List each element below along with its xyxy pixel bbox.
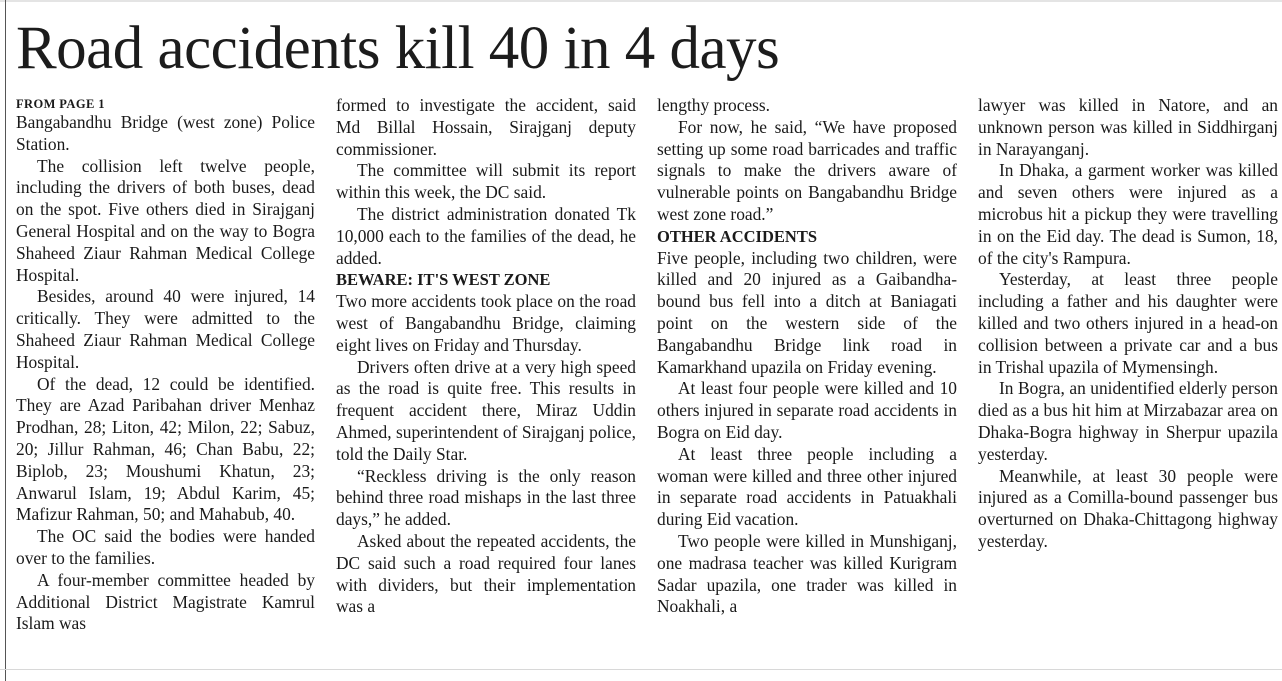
paragraph: Yesterday, at least three people including a father and his daughter were killed and two others injured in a head-on collision between a private car and a bus in Trishal upazila of Mymensingh. (978, 269, 1278, 377)
subheading: BEWARE: IT'S WEST ZONE (336, 270, 551, 290)
paragraph: lawyer was killed in Natore, and an unknown person was killed in Siddhirganj in Narayanganj. (978, 95, 1278, 159)
paragraph: Bangabandhu Bridge (west zone) Police Station. (16, 112, 315, 154)
paragraph: Meanwhile, at least 30 people were injured as a Comilla-bound passenger bus overturned on Dhaka-Chittagong highway yesterday. (978, 465, 1278, 551)
paragraph: lengthy process. (657, 95, 771, 115)
subheading: OTHER ACCIDENTS (657, 226, 817, 246)
paragraph: In Dhaka, a garment worker was killed and seven others were injured as a microbus hit a pickup they were travelling in on the Eid day. The dead is Sumon, 18, of the city's Rampura. (978, 160, 1278, 268)
paragraph: At least four people were killed and 10 others injured in separate road accidents in Bogra on Eid day. (657, 378, 957, 442)
paragraph: The district administration donated Tk 10,000 each to the families of the dead, he added. (336, 203, 636, 268)
paragraph: formed to investigate the accident, said Md Billal Hossain, Sirajganj deputy commissioner. (336, 95, 636, 159)
paragraph: Of the dead, 12 could be identified. They are Azad Paribahan driver Menhaz Prodhan, 28; Liton, 42; Milon, 22; Sabuz, 20; Jillur Rahman, 46; Chan Babu, 22; Biplob, 23; Moushumi Khatun, 23; Anwarul Islam, 19; Abdul Karim, 45; Mafizur Rahman, 50; and Mahabub, 40. (16, 373, 315, 525)
top-rule (0, 0, 1282, 2)
article-column-2 (336, 95, 636, 667)
paragraph: In Bogra, an unidentified elderly person died as a bus hit him at Mirzabazar area on Dhaka-Bogra highway in Sherpur upazila yesterday. (978, 378, 1278, 464)
paragraph: Asked about the repeated accidents, the DC said such a road required four lanes with dividers, but their implementation was a (336, 530, 636, 617)
paragraph: For now, he said, “We have proposed setting up some road barricades and traffic signals to make the drivers aware of vulnerable points on Bangabandhu Bridge west zone road.” (657, 116, 957, 224)
paragraph: The OC said the bodies were handed over to the families. (16, 526, 315, 568)
paragraph: Five people, including two children, were killed and 20 injured as a Gaibandha-bound bus fell into a ditch at Baniagati point on the western side of the Bangabandhu Bridge link road in Kamarkhand upazila on Friday evening. (657, 247, 957, 377)
article-column-3 (657, 95, 957, 667)
paragraph: A four-member committee headed by Additional District Magistrate Kamrul Islam was (16, 569, 315, 634)
kicker: FROM PAGE 1 (16, 97, 105, 111)
bottom-rule (0, 669, 1282, 670)
paragraph: Besides, around 40 were injured, 14 critically. They were admitted to the Shaheed Ziaur Rahman Medical College Hospital. (16, 286, 315, 372)
paragraph: Drivers often drive at a very high speed as the road is quite free. This results in frequent accident there, Miraz Uddin Ahmed, superintendent of Sirajganj police, told the Daily Star. (336, 356, 636, 464)
headline: Road accidents kill 40 in 4 days (16, 15, 780, 82)
paragraph: Two people were killed in Munshiganj, one madrasa teacher was killed Kurigram Sadar upazila, one trader was killed in Noakhali, a (657, 530, 957, 617)
left-column-rule (5, 0, 6, 681)
article-column-4 (978, 95, 1278, 667)
article-column-1 (16, 95, 315, 667)
paragraph: The collision left twelve people, including the drivers of both buses, dead on the spot. Five others died in Sirajganj General Hospital and on the way to Bogra Shaheed Ziaur Rahman Medical College Hospital. (16, 155, 315, 285)
paragraph: At least three people including a woman were killed and three other injured in separate road accidents in Patuakhali during Eid vacation. (657, 443, 957, 530)
paragraph: Two more accidents took place on the road west of Bangabandhu Bridge, claiming eight lives on Friday and Thursday. (336, 291, 636, 355)
paragraph: “Reckless driving is the only reason behind three road mishaps in the last three days,” he added. (336, 465, 636, 530)
paragraph: The committee will submit its report within this week, the DC said. (336, 160, 636, 203)
